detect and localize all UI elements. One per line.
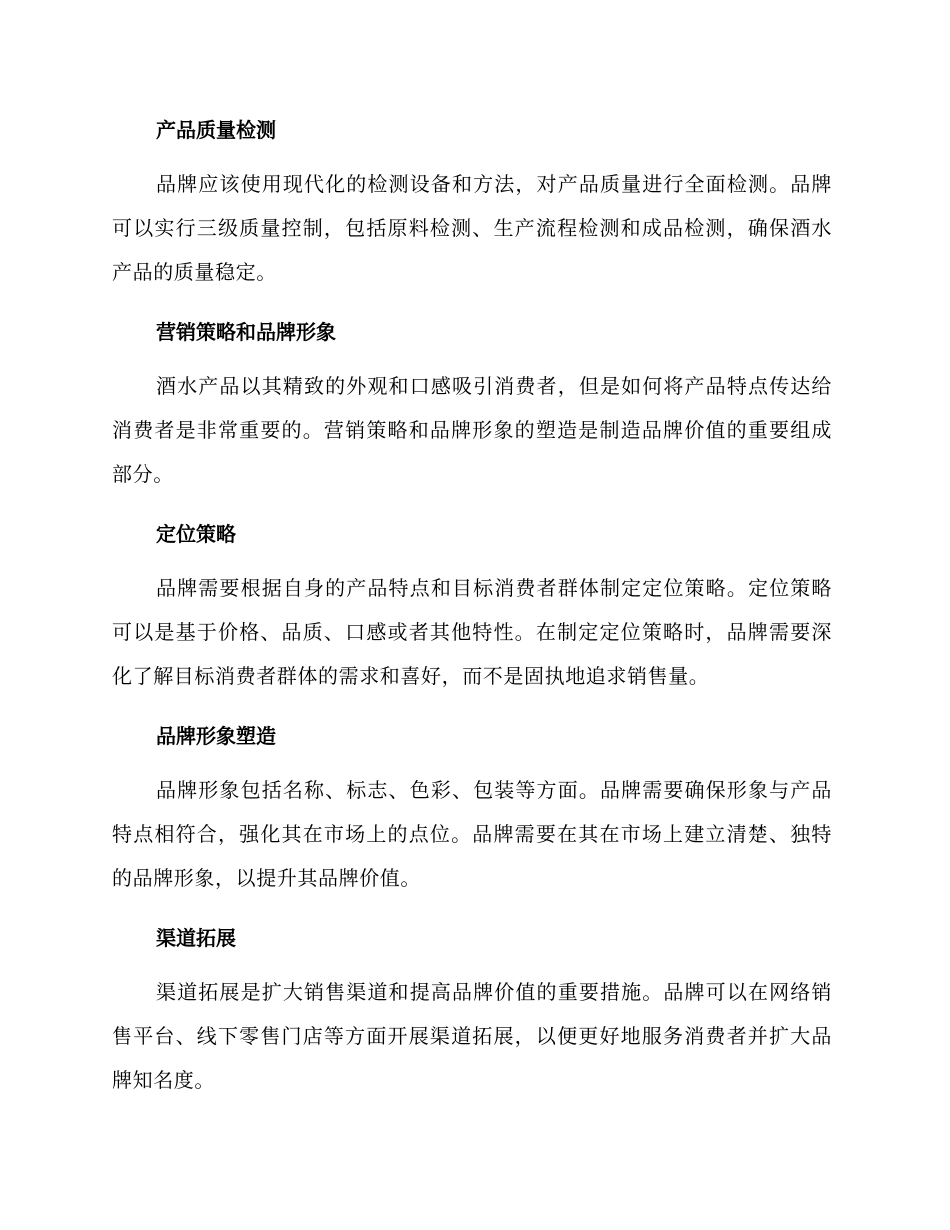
section-paragraph-marketing-brand-image: 酒水产品以其精致的外观和口感吸引消费者，但是如何将产品特点传达给消费者是非常重要的。营销策略和品牌形象的塑造是制造品牌价值的重要组成部分。 xyxy=(112,374,832,486)
section-heading-channel-expansion: 渠道拓展 xyxy=(156,926,236,950)
section-paragraph-positioning-strategy: 品牌需要根据自身的产品特点和目标消费者群体制定定位策略。定位策略可以是基于价格、品质、口感或者其他特性。在制定定位策略时，品牌需要深化了解目标消费者群体的需求和喜好，而不是固执地追求销售量。 xyxy=(112,576,832,688)
section-heading-quality-inspection: 产品质量检测 xyxy=(156,118,276,142)
section-paragraph-quality-inspection: 品牌应该使用现代化的检测设备和方法，对产品质量进行全面检测。品牌可以实行三级质量控制，包括原料检测、生产流程检测和成品检测，确保酒水产品的质量稳定。 xyxy=(112,172,832,284)
section-heading-marketing-brand-image: 营销策略和品牌形象 xyxy=(156,320,336,344)
section-heading-positioning-strategy: 定位策略 xyxy=(156,522,236,546)
section-paragraph-channel-expansion: 渠道拓展是扩大销售渠道和提高品牌价值的重要措施。品牌可以在网络销售平台、线下零售门店等方面开展渠道拓展，以便更好地服务消费者并扩大品牌知名度。 xyxy=(112,980,832,1092)
section-heading-brand-image-building: 品牌形象塑造 xyxy=(156,724,276,748)
document-page xyxy=(112,110,832,1120)
section-paragraph-brand-image-building: 品牌形象包括名称、标志、色彩、包装等方面。品牌需要确保形象与产品特点相符合，强化其在市场上的点位。品牌需要在其在市场上建立清楚、独特的品牌形象，以提升其品牌价值。 xyxy=(112,778,832,890)
